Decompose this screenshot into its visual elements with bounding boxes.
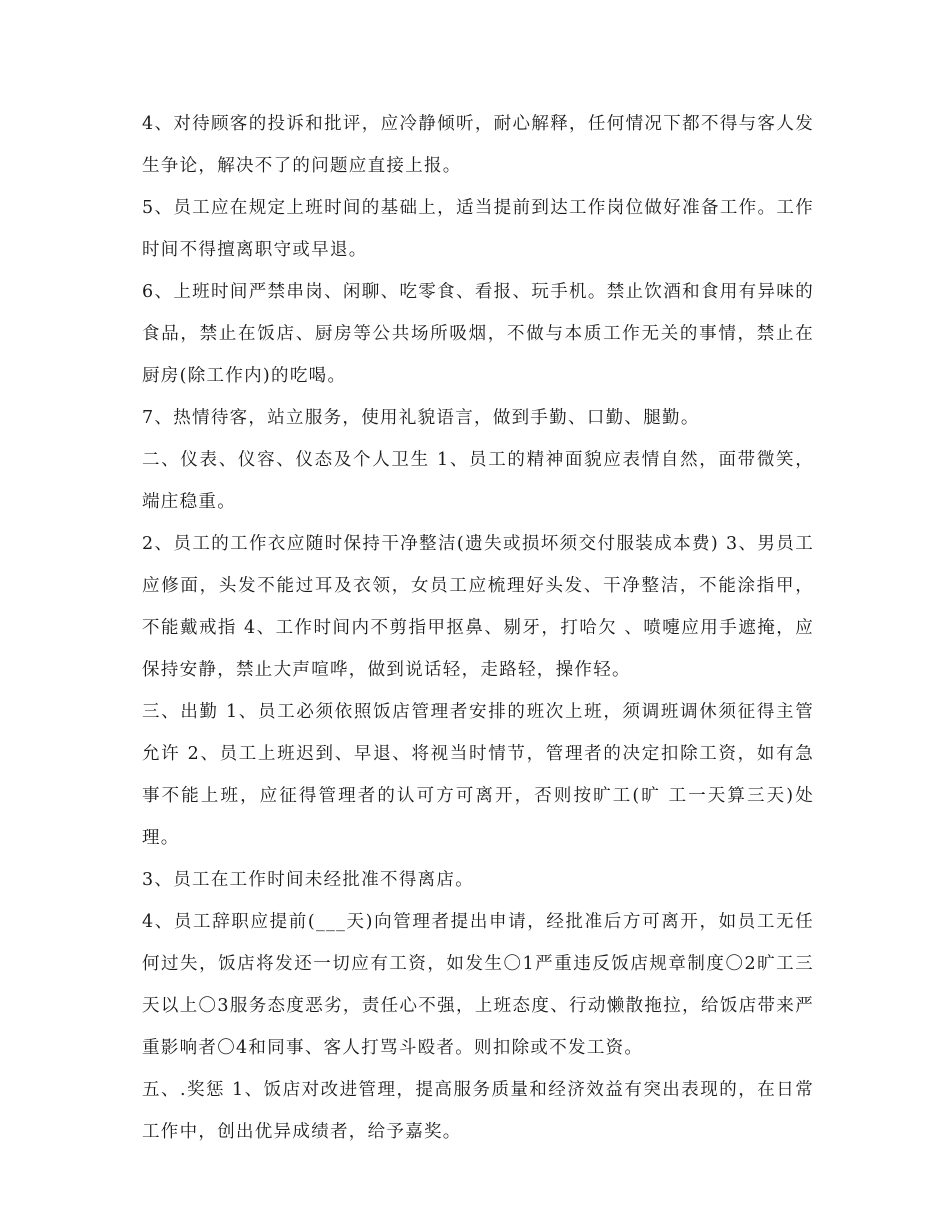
paragraph-work-conduct: 6、上班时间严禁串岗、闲聊、吃零食、看报、玩手机。禁止饮酒和食用有异味的食品，禁止在饭店、厨房等公共场所吸烟，不做与本质工作无关的事情，禁止在厨房(除工作内)的吃喝。 [142, 282, 814, 386]
paragraph-resignation: 4、员工辞职应提前(___天)向管理者提出申请，经批准后方可离开，如员工无任何过失，饭店将发还一切应有工资，如发生〇1严重违反饭店规章制度〇2旷工三天以上〇3服务态度恶劣，责任心不强，上班态度、行动懒散拖拉，给饭店带来严重影响者〇4和同事、客人打骂斗殴者。则扣除或不发工资。 [142, 912, 814, 1058]
paragraph-leaving-premises: 3、员工在工作时间未经批准不得离店。 [142, 870, 475, 890]
paragraph-attendance-section: 三、出勤 1、员工必须依照饭店管理者安排的班次上班，须调班调休须征得主管允许 2、员工上班迟到、早退、将视当时情节，管理者的决定扣除工资，如有急事不能上班，应征得管理者的认可方可离开，否则按旷工(旷 工一天算三天)处理。 [142, 702, 814, 848]
paragraph-appearance-section: 二、仪表、仪容、仪态及个人卫生 1、员工的精神面貌应表情自然，面带微笑，端庄稳重。 [142, 450, 814, 512]
document-body [142, 103, 814, 1153]
paragraph-complaint-handling: 4、对待顾客的投诉和批评，应冷静倾听，耐心解释，任何情况下都不得与客人发生争论，解决不了的问题应直接上报。 [142, 114, 814, 176]
paragraph-hospitality: 7、热情待客，站立服务，使用礼貌语言，做到手勤、口勤、腿勤。 [142, 408, 700, 428]
paragraph-grooming-rules: 2、员工的工作衣应随时保持干净整洁(遗失或损坏须交付服装成本费) 3、男员工应修面，头发不能过耳及衣领，女员工应梳理好头发、干净整洁，不能涂指甲，不能戴戒指 4、工作时间内不剪指甲抠鼻、剔牙，打哈欠 、喷嚏应用手遮掩，应保持安静，禁止大声喧哗，做到说话轻，走路轻，操作轻。 [142, 534, 814, 680]
paragraph-rewards-section: 五、.奖惩 1、饭店对改进管理，提高服务质量和经济效益有突出表现的，在日常工作中，创出优异成绩者，给予嘉奖。 [142, 1080, 814, 1142]
paragraph-punctuality: 5、员工应在规定上班时间的基础上，适当提前到达工作岗位做好准备工作。工作时间不得擅离职守或早退。 [142, 198, 814, 260]
